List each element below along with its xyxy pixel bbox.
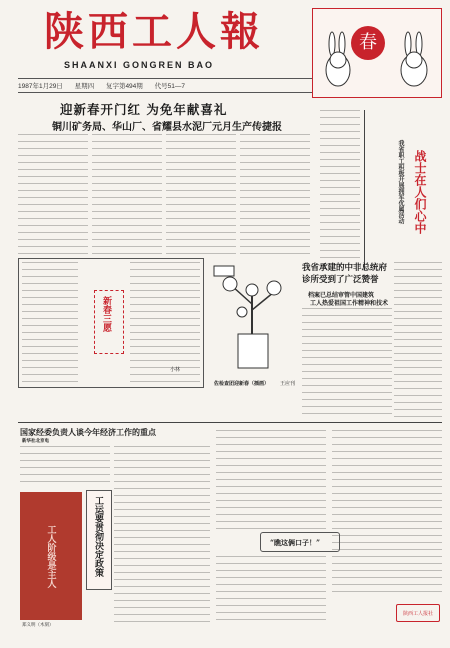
- lead-article-col2: [92, 134, 162, 254]
- date-text: 1987年1月29日: [18, 83, 63, 90]
- right-column-body: [394, 262, 442, 422]
- weekday-text: 星期四: [74, 83, 95, 90]
- side-banner-subtitle: 我省职工积极开展拥军优属活动: [397, 140, 404, 224]
- sidebar-text-right: [130, 262, 200, 384]
- quote-text: “瞧这俩口子！”: [270, 538, 321, 547]
- lead-headline: 迎新春开门红 为免年献喜礼: [60, 102, 228, 117]
- inset-body: [302, 308, 392, 420]
- cartoon-illustration: [212, 264, 292, 374]
- lower-right-body: [332, 430, 442, 596]
- lower-left-title: 国家经委负责人谈今年经济工作的重点: [20, 427, 156, 437]
- inset-title: 我省承建的中非总统府: [302, 263, 388, 273]
- lower-left-byline: 新华社北京电: [22, 439, 49, 444]
- spring-badge: 春: [351, 26, 385, 60]
- column-divider: [364, 110, 365, 270]
- lead-article-col4: [240, 134, 310, 254]
- newspaper-masthead-title: 陕西工人報: [44, 8, 264, 55]
- lead-subhead: 铜川矿务局、华山厂、省耀县水泥厂元月生产传捷报: [52, 122, 282, 133]
- sidebar-title: 新春三愿: [101, 296, 111, 332]
- cartoon-artist: 王应刊: [280, 381, 296, 387]
- cartoon-caption: 佐检查团迎新春（插画）: [214, 381, 270, 387]
- side-banner-title: 战士在人们心中: [413, 150, 427, 234]
- side-article-body: [320, 110, 360, 270]
- section-divider: [18, 422, 442, 423]
- issue-number: 复字第494期: [105, 83, 143, 90]
- lower-left-body-a: [20, 446, 110, 486]
- sidebar-text-left: [22, 262, 78, 384]
- woodcut-artwork: 工人阶级是主人: [20, 492, 82, 620]
- lower-mid-body-2: [216, 556, 326, 626]
- vertical-heading: 工运要贯彻决定政策: [93, 496, 103, 577]
- newspaper-stamp: 陕西工人报社: [396, 604, 440, 622]
- lead-article-col3: [166, 134, 236, 254]
- inset-subtitle2: 工人热爱祖国工作精神和技术: [310, 300, 389, 307]
- postal-code: 代号51—7: [154, 83, 185, 90]
- lead-article-col1: [18, 134, 88, 254]
- woodcut-caption: 郑义明（木刻）: [22, 623, 54, 628]
- masthead-pinyin: SHAANXI GONGREN BAO: [64, 60, 215, 70]
- rabbit-left-icon: [318, 30, 358, 90]
- inset-title-line2: 诊所受到了广泛赞誉: [302, 275, 379, 285]
- lower-left-body-b: [114, 446, 210, 626]
- inset-subtitle1: 档案已总结审管中国建筑: [308, 292, 375, 299]
- sidebar-author: 小林: [170, 367, 181, 373]
- dateline: [18, 78, 318, 93]
- rabbit-right-icon: [392, 30, 436, 90]
- lower-mid-body: [216, 430, 326, 530]
